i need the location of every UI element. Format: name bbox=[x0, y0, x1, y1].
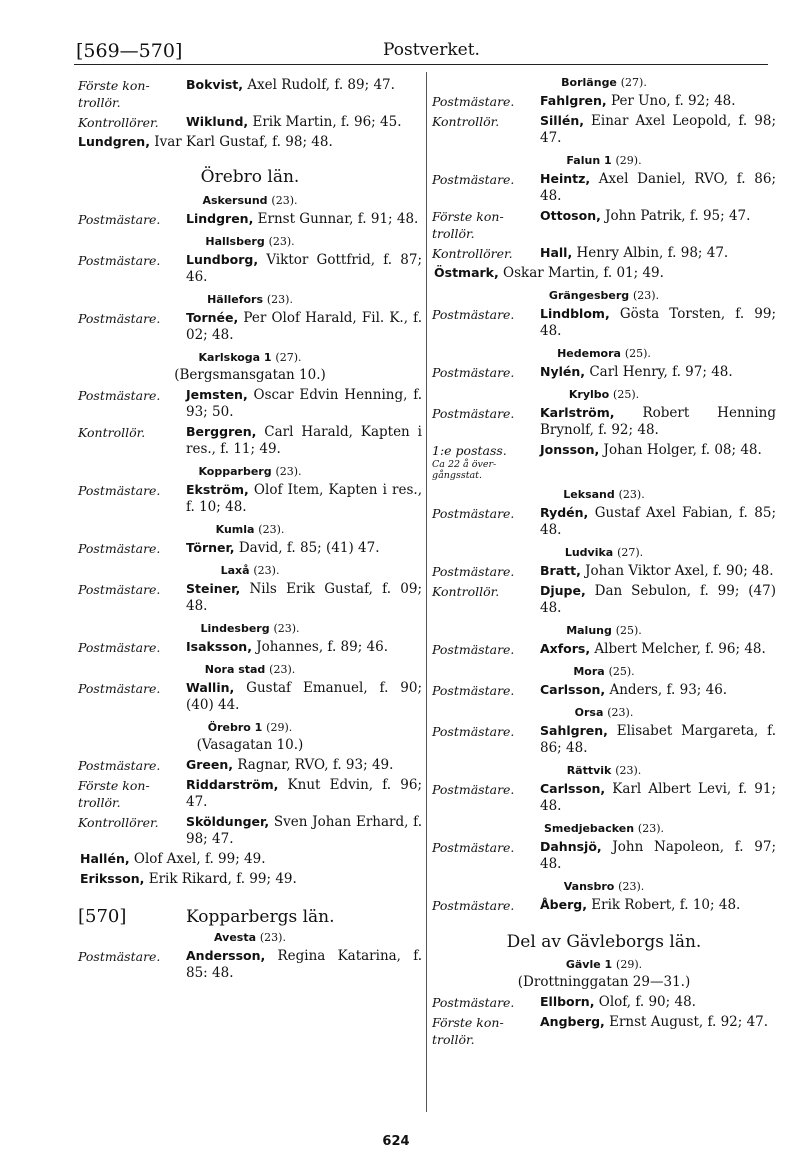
staff-entry bbox=[78, 947, 422, 982]
left-column bbox=[78, 76, 422, 984]
role-label: Postmästare. bbox=[432, 172, 515, 187]
staff-entry bbox=[78, 386, 422, 421]
place-name: Karlskoga 1 bbox=[198, 351, 272, 364]
place-name: Kopparberg bbox=[198, 465, 272, 478]
surname: Riddarström, bbox=[186, 777, 279, 792]
surname: Isaksson, bbox=[186, 639, 252, 654]
staff-entry bbox=[432, 722, 776, 757]
role-label: Postmästare. bbox=[432, 506, 515, 521]
details: Ernst August, f. 92; 47. bbox=[604, 1014, 769, 1030]
person bbox=[540, 838, 776, 873]
role-label: Postmästare. bbox=[432, 724, 515, 739]
person bbox=[186, 679, 422, 714]
post-office-heading bbox=[78, 351, 422, 364]
person bbox=[540, 993, 776, 1011]
place-name: Mora bbox=[573, 665, 605, 678]
role-label: Postmästare. bbox=[432, 642, 515, 657]
person bbox=[540, 244, 776, 262]
surname: Törner, bbox=[186, 540, 235, 555]
details: Gustaf Axel Fabian, f. 85; 48. bbox=[540, 505, 776, 538]
post-office-heading bbox=[78, 235, 422, 248]
surname: Lindblom, bbox=[540, 306, 610, 321]
place-class: (25). bbox=[615, 624, 642, 637]
surname: Axfors, bbox=[540, 641, 591, 656]
surname: Ekström, bbox=[186, 482, 249, 497]
staff-entry bbox=[432, 170, 776, 205]
role-label: Postmästare. bbox=[78, 388, 161, 403]
page-marker: [570] bbox=[78, 906, 127, 927]
place-name: Krylbo bbox=[568, 388, 610, 401]
role-label: Postmästare. bbox=[432, 365, 515, 380]
surname: Heintz, bbox=[540, 171, 591, 186]
staff-entry bbox=[432, 305, 776, 340]
page-title: Postverket. bbox=[383, 40, 480, 60]
surname: Karlström, bbox=[540, 405, 615, 420]
details: Axel Rudolf, f. 89; 47. bbox=[243, 77, 395, 93]
staff-entry bbox=[432, 112, 776, 147]
post-office-heading bbox=[78, 622, 422, 635]
staff-entry bbox=[78, 481, 422, 516]
role-label: Postmästare. bbox=[432, 564, 515, 579]
staff-entry bbox=[78, 76, 422, 111]
staff-entry bbox=[78, 539, 422, 557]
details: Oscar Edvin Henning, f. 93; 50. bbox=[186, 387, 422, 420]
details: Olof Item, Kapten i res., f. 10; 48. bbox=[186, 482, 422, 515]
staff-entry bbox=[432, 681, 776, 699]
details: Gösta Torsten, f. 99; 48. bbox=[540, 306, 776, 339]
post-office-heading bbox=[78, 564, 422, 577]
post-office-heading bbox=[432, 706, 776, 719]
surname: Dahnsjö, bbox=[540, 839, 602, 854]
post-office-heading bbox=[78, 721, 422, 734]
footnote: Ca 22 å över- gångsstat. bbox=[432, 459, 497, 481]
person bbox=[432, 264, 776, 282]
staff-entry bbox=[432, 896, 776, 914]
person bbox=[540, 1013, 776, 1048]
surname: Ottoson, bbox=[540, 208, 601, 223]
details: Ragnar, RVO, f. 93; 49. bbox=[233, 757, 394, 773]
place-class: (27). bbox=[620, 76, 647, 89]
role-label: Postmästare. bbox=[432, 782, 515, 797]
surname: Jemsten, bbox=[186, 387, 248, 402]
details: Erik Rikard, f. 99; 49. bbox=[144, 871, 297, 887]
place-name: Lindesberg bbox=[200, 622, 270, 635]
role-label: Postmästare. bbox=[432, 406, 515, 421]
details: John Patrik, f. 95; 47. bbox=[600, 208, 751, 224]
page-range: [569—570] bbox=[76, 40, 183, 62]
post-office-heading bbox=[432, 880, 776, 893]
place-class: (23). bbox=[258, 523, 285, 536]
surname: Green, bbox=[186, 757, 234, 772]
details: Johan Viktor Axel, f. 90; 48. bbox=[580, 563, 774, 579]
place-name: Vansbro bbox=[563, 880, 615, 893]
role-label: Förste kon- trollör. bbox=[432, 1015, 504, 1047]
post-office-heading bbox=[78, 293, 422, 306]
role-label: Kontrollör. bbox=[78, 425, 146, 440]
details: Erik Robert, f. 10; 48. bbox=[586, 897, 741, 913]
post-office-heading bbox=[78, 931, 422, 944]
surname: Angberg, bbox=[540, 1014, 605, 1029]
person bbox=[540, 896, 776, 914]
role-label: Postmästare. bbox=[78, 582, 161, 597]
staff-entry bbox=[432, 264, 776, 282]
place-class: (25). bbox=[613, 388, 640, 401]
details: Axel Daniel, RVO, f. 86; 48. bbox=[540, 171, 776, 204]
post-office-heading bbox=[432, 665, 776, 678]
place-name: Smedjebacken bbox=[543, 822, 635, 835]
details: Ivar Karl Gustaf, f. 98; 48. bbox=[149, 134, 333, 150]
post-office-heading bbox=[78, 465, 422, 478]
details: Oskar Martin, f. 01; 49. bbox=[498, 265, 664, 281]
surname: Fahlgren, bbox=[540, 93, 607, 108]
role-label: Postmästare. bbox=[78, 681, 161, 696]
details: Henry Albin, f. 98; 47. bbox=[572, 245, 729, 261]
details: Karl Albert Levi, f. 91; 48. bbox=[540, 781, 776, 814]
person bbox=[186, 539, 422, 557]
address: (Drottninggatan 29—31.) bbox=[517, 974, 691, 990]
place-class: (23). bbox=[273, 622, 300, 635]
role-label: Postmästare. bbox=[78, 483, 161, 498]
staff-entry bbox=[78, 756, 422, 774]
place-name: Falun 1 bbox=[566, 154, 612, 167]
place-class: (23). bbox=[618, 488, 645, 501]
details: Anders, f. 93; 46. bbox=[605, 682, 728, 698]
place-name: Orsa bbox=[574, 706, 604, 719]
place-class: (23). bbox=[271, 194, 298, 207]
role-label: Kontrollörer. bbox=[78, 815, 159, 830]
role-label: Postmästare. bbox=[432, 307, 515, 322]
post-office-heading bbox=[432, 488, 776, 501]
details: Per Uno, f. 92; 48. bbox=[606, 93, 736, 109]
person bbox=[540, 404, 776, 439]
details: John Napoleon, f. 97; 48. bbox=[540, 839, 776, 872]
place-class: (23). bbox=[268, 235, 295, 248]
staff-entry bbox=[78, 423, 422, 458]
role-label: Kontrollör. bbox=[432, 584, 500, 599]
staff-entry bbox=[78, 309, 422, 344]
surname: Jonsson, bbox=[540, 442, 600, 457]
place-class: (23). bbox=[259, 931, 286, 944]
right-column bbox=[432, 76, 776, 1050]
staff-entry bbox=[432, 562, 776, 580]
place-name: Grängesberg bbox=[548, 289, 630, 302]
post-office-heading bbox=[432, 154, 776, 167]
staff-entry bbox=[78, 813, 422, 848]
details: Olof Axel, f. 99; 49. bbox=[129, 851, 266, 867]
details: Carl Henry, f. 97; 48. bbox=[585, 364, 733, 380]
place-name: Laxå bbox=[220, 564, 250, 577]
place-name: Hällefors bbox=[207, 293, 264, 306]
staff-entry bbox=[78, 638, 422, 656]
staff-entry bbox=[78, 133, 422, 151]
place-name: Borlänge bbox=[561, 76, 617, 89]
place-class: (23). bbox=[607, 706, 634, 719]
post-office-heading bbox=[432, 546, 776, 559]
person bbox=[540, 441, 776, 481]
post-office-heading bbox=[432, 958, 776, 971]
details: Robert Henning Brynolf, f. 92; 48. bbox=[540, 405, 776, 438]
details: Erik Martin, f. 96; 45. bbox=[248, 114, 402, 130]
post-office-heading bbox=[432, 347, 776, 360]
region-heading: Del av Gävleborgs län. bbox=[506, 932, 702, 952]
person bbox=[186, 309, 422, 344]
role-label bbox=[432, 441, 540, 481]
surname: Åberg, bbox=[540, 897, 587, 912]
role-label: Postmästare. bbox=[432, 840, 515, 855]
person bbox=[540, 170, 776, 205]
staff-entry bbox=[78, 850, 422, 868]
person bbox=[78, 133, 422, 151]
details: Olof, f. 90; 48. bbox=[594, 994, 696, 1010]
surname: Lindgren, bbox=[186, 211, 254, 226]
person bbox=[186, 113, 422, 131]
details: Albert Melcher, f. 96; 48. bbox=[590, 641, 766, 657]
person bbox=[186, 76, 422, 111]
staff-entry bbox=[432, 441, 776, 481]
place-class: (23). bbox=[618, 880, 645, 893]
role-label: Postmästare. bbox=[432, 683, 515, 698]
person bbox=[186, 580, 422, 615]
region-heading: Örebro län. bbox=[200, 167, 300, 187]
staff-entry bbox=[78, 580, 422, 615]
staff-entry bbox=[432, 207, 776, 242]
surname: Tornée, bbox=[186, 310, 239, 325]
place-name: Hedemora bbox=[557, 347, 621, 360]
surname: Wiklund, bbox=[186, 114, 249, 129]
place-class: (23). bbox=[253, 564, 280, 577]
role-label: Postmästare. bbox=[78, 212, 161, 227]
staff-entry bbox=[432, 504, 776, 539]
place-name: Rättvik bbox=[566, 764, 612, 777]
surname: Berggren, bbox=[186, 424, 257, 439]
surname: Ellborn, bbox=[540, 994, 595, 1009]
staff-entry bbox=[432, 993, 776, 1011]
surname: Sillén, bbox=[540, 113, 584, 128]
details: Elisabet Margareta, f. 86; 48. bbox=[540, 723, 776, 756]
surname: Östmark, bbox=[434, 265, 499, 280]
surname: Sköldunger, bbox=[186, 814, 270, 829]
staff-entry bbox=[432, 404, 776, 439]
staff-entry bbox=[432, 363, 776, 381]
person bbox=[186, 481, 422, 516]
staff-entry bbox=[78, 251, 422, 286]
role-label: Postmästare. bbox=[432, 898, 515, 913]
staff-entry bbox=[432, 1013, 776, 1048]
post-office-heading bbox=[432, 822, 776, 835]
place-class: (23). bbox=[269, 663, 296, 676]
surname: Lundgren, bbox=[78, 134, 150, 149]
address: (Bergsmansgatan 10.) bbox=[174, 367, 326, 383]
region-title: Kopparbergs län. bbox=[186, 907, 335, 927]
place-name: Leksand bbox=[563, 488, 615, 501]
staff-entry bbox=[78, 870, 422, 888]
person bbox=[540, 363, 776, 381]
person bbox=[540, 640, 776, 658]
surname: Djupe, bbox=[540, 583, 586, 598]
details: Viktor Gottfrid, f. 87; 46. bbox=[186, 252, 422, 285]
details: Johannes, f. 89; 46. bbox=[251, 639, 389, 655]
staff-entry bbox=[78, 113, 422, 131]
role-label: Förste kon- trollör. bbox=[78, 778, 150, 810]
role-text: 1:e postass. bbox=[432, 443, 507, 458]
place-class: (29). bbox=[616, 958, 643, 971]
staff-entry bbox=[432, 780, 776, 815]
details: Nils Erik Gustaf, f. 09; 48. bbox=[186, 581, 422, 614]
details: Gustaf Emanuel, f. 90; (40) 44. bbox=[186, 680, 422, 713]
details: Einar Axel Leopold, f. 98; 47. bbox=[540, 113, 776, 146]
role-label: Postmästare. bbox=[78, 640, 161, 655]
surname: Carlsson, bbox=[540, 682, 606, 697]
post-office-heading bbox=[432, 624, 776, 637]
place-name: Askersund bbox=[202, 194, 268, 207]
surname: Lundborg, bbox=[186, 252, 259, 267]
place-name: Ludvika bbox=[564, 546, 614, 559]
person bbox=[540, 582, 776, 617]
surname: Rydén, bbox=[540, 505, 589, 520]
person bbox=[540, 562, 776, 580]
surname: Sahlgren, bbox=[540, 723, 608, 738]
person bbox=[540, 780, 776, 815]
post-office-heading bbox=[78, 663, 422, 676]
role-label: Förste kon- trollör. bbox=[78, 78, 150, 110]
person bbox=[540, 112, 776, 147]
place-class: (23). bbox=[637, 822, 664, 835]
surname: Bratt, bbox=[540, 563, 581, 578]
staff-entry bbox=[432, 582, 776, 617]
place-class: (25). bbox=[608, 665, 635, 678]
surname: Carlsson, bbox=[540, 781, 606, 796]
role-label: Kontrollörer. bbox=[78, 115, 159, 130]
place-class: (23). bbox=[615, 764, 642, 777]
surname: Nylén, bbox=[540, 364, 586, 379]
place-name: Malung bbox=[566, 624, 612, 637]
header-rule bbox=[74, 64, 768, 65]
place-name: Gävle 1 bbox=[565, 958, 613, 971]
person bbox=[186, 813, 422, 848]
surname: Steiner, bbox=[186, 581, 241, 596]
address: (Vasagatan 10.) bbox=[196, 737, 304, 753]
place-name: Kumla bbox=[215, 523, 255, 536]
details: Regina Katarina, f. 85: 48. bbox=[186, 948, 422, 981]
person bbox=[186, 386, 422, 421]
place-class: (23). bbox=[275, 465, 302, 478]
role-label: Kontrollör. bbox=[432, 114, 500, 129]
details: Knut Edvin, f. 96; 47. bbox=[186, 777, 422, 810]
place-name: Avesta bbox=[214, 931, 257, 944]
details: Dan Sebulon, f. 99; (47) 48. bbox=[540, 583, 776, 616]
post-office-heading bbox=[432, 289, 776, 302]
details: Per Olof Harald, Fil. K., f. 02; 48. bbox=[186, 310, 422, 343]
role-label: Postmästare. bbox=[78, 949, 161, 964]
role-label: Postmästare. bbox=[78, 758, 161, 773]
staff-entry bbox=[432, 92, 776, 110]
surname: Andersson, bbox=[186, 948, 266, 963]
place-class: (29). bbox=[615, 154, 642, 167]
person bbox=[186, 756, 422, 774]
place-class: (23). bbox=[266, 293, 293, 306]
person bbox=[540, 305, 776, 340]
post-office-heading bbox=[432, 76, 776, 89]
person bbox=[540, 681, 776, 699]
role-label: Kontrollörer. bbox=[432, 246, 513, 261]
place-name: Nora stad bbox=[204, 663, 266, 676]
person bbox=[540, 722, 776, 757]
staff-entry bbox=[78, 679, 422, 714]
details: Johan Holger, f. 08; 48. bbox=[599, 442, 762, 458]
surname: Bokvist, bbox=[186, 77, 244, 92]
person bbox=[540, 207, 776, 242]
place-class: (27). bbox=[617, 546, 644, 559]
surname: Hall, bbox=[540, 245, 573, 260]
place-class: (27). bbox=[275, 351, 302, 364]
post-office-heading bbox=[432, 388, 776, 401]
role-label: Förste kon- trollör. bbox=[432, 209, 504, 241]
role-label: Postmästare. bbox=[78, 541, 161, 556]
person bbox=[540, 504, 776, 539]
role-label: Postmästare. bbox=[78, 253, 161, 268]
place-class: (25). bbox=[624, 347, 651, 360]
person bbox=[78, 870, 422, 888]
details: David, f. 85; (41) 47. bbox=[234, 540, 380, 556]
place-name: Hallsberg bbox=[205, 235, 265, 248]
staff-entry bbox=[78, 210, 422, 228]
person bbox=[186, 638, 422, 656]
role-label: Postmästare. bbox=[78, 311, 161, 326]
person bbox=[186, 210, 422, 228]
person bbox=[78, 850, 422, 868]
staff-entry bbox=[432, 244, 776, 262]
person bbox=[186, 947, 422, 982]
place-class: (23). bbox=[633, 289, 660, 302]
page-number: 624 bbox=[382, 1134, 410, 1149]
role-label: Postmästare. bbox=[432, 995, 515, 1010]
staff-entry bbox=[78, 776, 422, 811]
region-heading bbox=[78, 906, 422, 927]
surname: Hallén, bbox=[80, 851, 130, 866]
post-office-heading bbox=[432, 764, 776, 777]
details: Carl Harald, Kapten i res., f. 11; 49. bbox=[186, 424, 422, 457]
person bbox=[186, 776, 422, 811]
post-office-heading bbox=[78, 523, 422, 536]
person bbox=[540, 92, 776, 110]
staff-entry bbox=[432, 640, 776, 658]
post-office-heading bbox=[78, 194, 422, 207]
person bbox=[186, 423, 422, 458]
surname: Eriksson, bbox=[80, 871, 145, 886]
staff-entry bbox=[432, 838, 776, 873]
place-class: (29). bbox=[266, 721, 293, 734]
person bbox=[186, 251, 422, 286]
details: Ernst Gunnar, f. 91; 48. bbox=[253, 211, 419, 227]
column-divider bbox=[426, 72, 427, 1112]
details: Sven Johan Erhard, f. 98; 47. bbox=[186, 814, 422, 847]
role-label: Postmästare. bbox=[432, 94, 515, 109]
surname: Wallin, bbox=[186, 680, 235, 695]
place-name: Örebro 1 bbox=[207, 721, 263, 734]
